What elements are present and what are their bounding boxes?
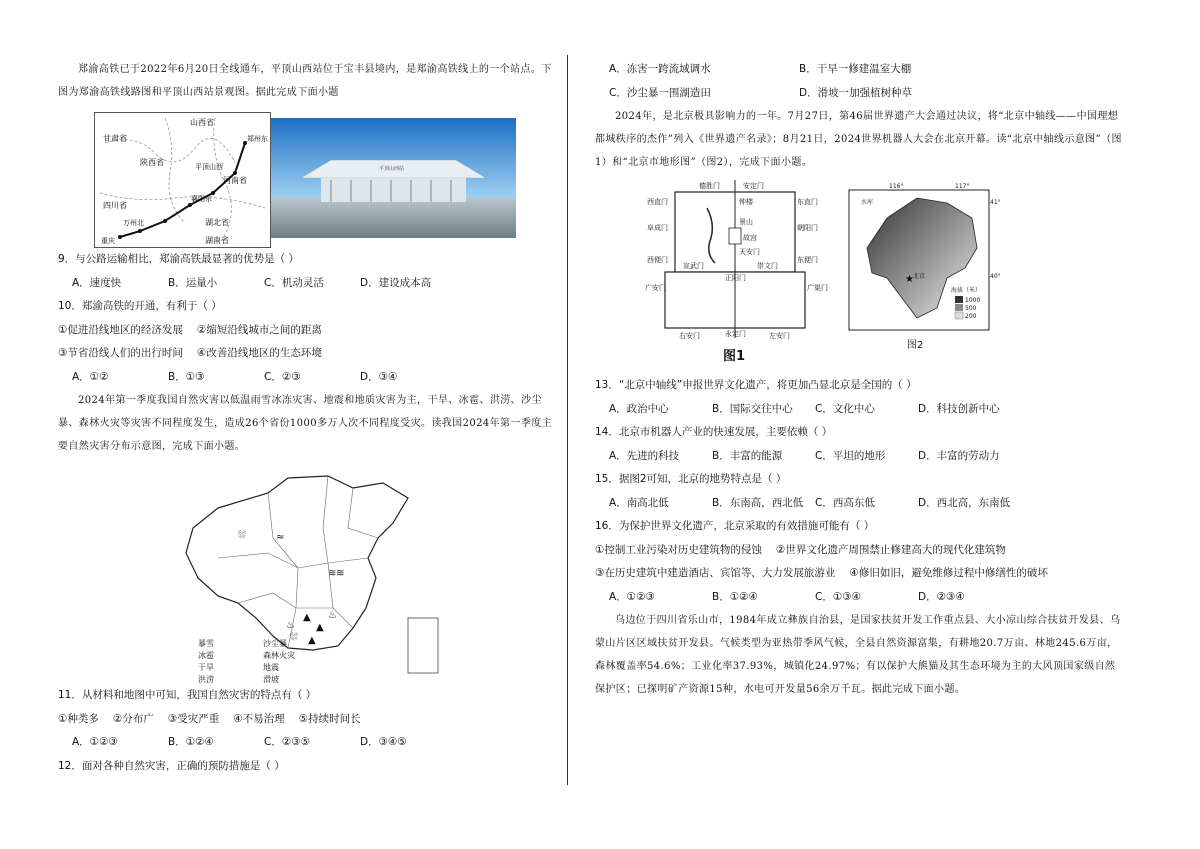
station-photo <box>271 118 516 238</box>
q10-stem: 10．郑渝高铁的开通，有利于（ ） <box>58 300 222 312</box>
q13-option-d[interactable]: D．科技创新中心 <box>918 402 1000 415</box>
gate-xuanwumen: 宣武门 <box>683 262 704 270</box>
q16-options <box>595 586 1125 610</box>
q16-statements-2 <box>595 562 1125 586</box>
lat-41: 41° <box>990 199 1001 206</box>
fig1-caption: 图1 <box>723 349 746 364</box>
reservoir-label: 水库 <box>861 199 874 206</box>
gate-zhengyangmen: 正阳门 <box>725 274 746 282</box>
elevation-legend-title: 海拔（米） <box>951 287 982 294</box>
q10-option-a[interactable]: A．①② <box>72 370 109 383</box>
svg-text:≈: ≈ <box>276 532 285 543</box>
map-label-chongqing: 重庆 <box>101 237 115 245</box>
svg-text:♨: ♨ <box>286 620 295 631</box>
q9-option-b[interactable]: B．运量小 <box>168 276 218 289</box>
gate-fuchengmen: 阜成门 <box>647 224 668 232</box>
q14-option-d[interactable]: D．丰富的劳动力 <box>918 449 1000 462</box>
q12-option-d[interactable]: D．滑坡一加强植树种草 <box>799 86 913 99</box>
q10-options <box>58 366 558 390</box>
q12-option-b[interactable]: B．干旱一修建温室大棚 <box>799 63 912 75</box>
intro-disasters: 2024年第一季度我国自然灾害以低温雨雪冰冻灾害、地震和地质灾害为主，干旱、冰雹、洪涝、沙尘暴、森林火灾等灾害不同程度发生，造成26个省份1000多万人次不同程度受灾。读我国2024年第一季度主要自然灾害分布示意图，完成下面小题。 <box>58 395 553 452</box>
legend-blizzard: 暴雪 <box>198 639 214 648</box>
q10-option-d[interactable]: D．③④ <box>360 370 398 383</box>
q16-option-b[interactable]: B．①②④ <box>712 590 758 603</box>
gate-chaoyangmen: 朝阳门 <box>797 224 818 232</box>
q10-statement-3: ③节省沿线人们的出行时间 <box>58 347 183 359</box>
q15-option-b[interactable]: B．东南高，西北低 <box>712 496 804 509</box>
q11-statement-4: ④不易治理 <box>233 712 285 725</box>
site-jingshan: 景山 <box>739 218 753 226</box>
q9-option-c[interactable]: C．机动灵活 <box>264 276 324 289</box>
lat-40: 40° <box>990 273 1001 280</box>
beijing-figures <box>595 178 1125 374</box>
q13-option-c[interactable]: C．文化中心 <box>815 402 875 415</box>
q11-statement-3: ③受灾严重 <box>167 712 220 725</box>
q11-option-d[interactable]: D．③④⑤ <box>360 736 407 748</box>
map-label-gansu: 甘肃省 <box>103 134 127 143</box>
q9-stem: 9．与公路运输相比，郑渝高铁最显著的优势是（ ） <box>58 253 300 265</box>
q10-statement-4: ④改善沿线地区的生态环境 <box>196 347 322 359</box>
q11-option-b[interactable]: B．①②④ <box>168 736 214 748</box>
q10-statement-2: ②缩短沿线城市之间的距离 <box>196 323 322 336</box>
q11-option-c[interactable]: C．②③⑤ <box>264 736 311 748</box>
q15-option-d[interactable]: D．西北高，东南低 <box>918 496 1011 509</box>
site-tiananmen: 天安门 <box>739 248 760 256</box>
q11-option-a[interactable]: A．①②③ <box>72 736 118 748</box>
q10-statement-1: ①促进沿线地区的经济发展 <box>58 323 183 336</box>
q14-option-c[interactable]: C．平坦的地形 <box>815 449 886 462</box>
q14-options <box>595 445 1125 469</box>
legend-drought: 干旱 <box>198 663 214 672</box>
city-beijing: 北京 <box>913 273 926 280</box>
elevation-1000: 1000 <box>965 297 981 304</box>
q11-statement-1: ①种类多 <box>58 712 99 725</box>
q13-option-a[interactable]: A．政治中心 <box>609 402 669 415</box>
legend-hail: 冰雹 <box>198 651 214 660</box>
intro-beijing: 2024年，是北京极具影响力的一年。7月27日，第46届世界遗产大会通过决议，将“北京中轴线——中国理想都城秩序的杰作”列入《世界遗产名录》；8月21日，2024世界机器人大会在北京开幕。读“北京中轴线示意图”（图1）和“北京市地形图”（图2），完成下面小题。 <box>595 111 1122 168</box>
svg-text:♨: ♨ <box>328 610 337 621</box>
site-gugong: 故宫 <box>743 234 757 242</box>
svg-text:≋: ≋ <box>336 568 345 579</box>
elevation-200: 200 <box>965 313 977 320</box>
q10-option-b[interactable]: B．①③ <box>168 370 205 383</box>
q11-statement-2: ②分布广 <box>112 712 154 725</box>
lon-116: 116° <box>889 183 904 190</box>
q16-statement-3: ③在历史建筑中建造酒店、宾馆等，大力发展旅游业 <box>595 567 836 579</box>
map-label-hubei: 湖北省 <box>205 218 229 227</box>
svg-text:▲: ▲ <box>303 612 311 623</box>
gate-xizhimen: 西直门 <box>647 198 668 206</box>
fig2-caption: 图2 <box>907 340 924 351</box>
svg-text:⛆: ⛆ <box>290 632 298 643</box>
q11-statement-5: ⑤持续时间长 <box>298 712 361 725</box>
q15-option-c[interactable]: C．西高东低 <box>815 496 875 509</box>
q16-statement-4: ④修旧如旧，避免维修过程中修缮性的破坏 <box>849 567 1048 579</box>
svg-text:≋: ≋ <box>328 568 337 579</box>
q12-option-c[interactable]: C．沙尘暴一围湖造田 <box>609 86 711 99</box>
gate-dongzhimen: 东直门 <box>797 198 818 206</box>
q15-stem: 15．据图2可知，北京的地势特点是（ ） <box>595 473 787 485</box>
map-label-xiangyang: 襄阳东 <box>191 195 212 203</box>
q16-statement-1: ①控制工业污染对历史建筑物的侵蚀 <box>595 543 762 556</box>
gate-dongbianmen: 东便门 <box>797 256 818 264</box>
map-label-wanzhou: 万州北 <box>123 219 144 227</box>
intro-zhengyu-railway: 郑渝高铁已于2022年6月20日全线通车，平顶山西站位于宝丰县境内，是郑渝高铁线上的一个站点。下图为郑渝高铁线路图和平顶山西站景观图。据此完成下面小题 <box>58 64 552 98</box>
q13-option-b[interactable]: B．国际交往中心 <box>712 402 793 415</box>
q12-stem: 12．面对各种自然灾害，正确的预防措施是（ ） <box>58 759 285 772</box>
q11-stem: 11．从材料和地图中可知，我国自然灾害的特点有（ ） <box>58 689 317 701</box>
q14-option-b[interactable]: B．丰富的能源 <box>712 449 783 462</box>
map-label-zhengzhou: 郑州东 <box>247 135 268 143</box>
q11-options <box>58 731 558 755</box>
site-zhonglou: 钟楼 <box>739 198 753 206</box>
q15-options <box>595 492 1125 516</box>
gate-xibianmen: 西便门 <box>647 256 668 264</box>
map-label-sichuan: 四川省 <box>103 201 127 210</box>
gate-youanmen: 右安门 <box>679 332 700 340</box>
gate-chongwenmen: 崇文门 <box>757 262 778 270</box>
left-column <box>58 58 558 778</box>
china-disaster-map <box>178 468 448 686</box>
legend-forest-fire: 森林火灾 <box>263 651 295 660</box>
q12-option-a[interactable]: A．冻害一跨流域调水 <box>609 63 711 75</box>
q10-statements-2 <box>58 342 558 366</box>
svg-text:★: ★ <box>905 274 914 285</box>
central-axis-map <box>645 178 828 368</box>
q14-option-a[interactable]: A．先进的科技 <box>609 449 680 462</box>
q12-options-row2 <box>595 82 1125 106</box>
q9-options <box>58 272 558 296</box>
railway-figures <box>94 110 558 248</box>
column-divider <box>567 55 568 785</box>
gate-deshengmen: 德胜门 <box>699 182 720 190</box>
svg-text:⛆: ⛆ <box>238 530 246 541</box>
q10-statements-1 <box>58 319 558 343</box>
lon-117: 117° <box>955 183 970 190</box>
q10-option-c[interactable]: C．②③ <box>264 370 301 383</box>
disaster-map-figure <box>58 462 558 684</box>
q16-option-a[interactable]: A．①②③ <box>609 590 655 603</box>
q11-statements <box>58 708 558 732</box>
map-label-henan: 河南省 <box>223 176 247 185</box>
q16-option-c[interactable]: C．①③④ <box>815 590 862 603</box>
legend-landslide: 滑坡 <box>263 675 279 684</box>
legend-sandstorm: 沙尘暴 <box>263 639 287 648</box>
q16-statement-2: ②世界文化遗产周围禁止修建高大的现代化建筑物 <box>775 543 1006 556</box>
map-label-shaanxi: 陕西省 <box>140 158 164 167</box>
station-sign: 平顶山西站 <box>379 166 405 172</box>
q13-stem: 13．“北京中轴线”申报世界文化遗产，将更加凸显北京是全国的（ ） <box>595 379 917 391</box>
legend-flood: 洪涝 <box>198 675 214 684</box>
gate-zuoanmen: 左安门 <box>769 332 790 340</box>
q9-option-a[interactable]: A．速度快 <box>72 276 122 289</box>
intro-ebian: 乌边位于四川省乐山市，1984年成立彝族自治县，是国家扶贫开发工作重点县、大小凉山综合扶贫开发县、乌蒙山片区区域扶贫开发县。气候类型为亚热带季风气候，全县自然资源富集，有耕地20.7万亩、林地245.6万亩，森林覆盖率54.6%；工业化率37.93%，城镇化24.97%；有以保护大熊猫及其生态环境为主的大风顶国家级自然保护区；已探明矿产资源15种，水电可开发量56余万千瓦。据此完成下面小题。 <box>595 615 1121 695</box>
legend-earthquake: 地震 <box>263 663 279 672</box>
railway-route-map <box>94 112 271 248</box>
right-column <box>595 58 1125 701</box>
gate-yongdingmen: 永定门 <box>725 330 746 338</box>
map-label-pingdingshan: 平顶山西 <box>195 163 223 171</box>
gate-andingmen: 安定门 <box>743 182 764 190</box>
svg-text:▲: ▲ <box>308 635 316 646</box>
beijing-terrain-map <box>847 178 1001 368</box>
map-label-shanxi: 山西省 <box>190 118 214 127</box>
svg-text:▲: ▲ <box>316 622 324 633</box>
gate-guangqumen: 广渠门 <box>807 284 828 292</box>
q16-stem: 16．为保护世界文化遗产，北京采取的有效措施可能有（ ） <box>595 520 875 532</box>
q16-statements-1 <box>595 539 1125 563</box>
map-label-hunan: 湖南省 <box>205 236 229 245</box>
gate-guanganmen: 广安门 <box>645 284 666 292</box>
q12-options-row1 <box>595 58 1125 82</box>
q16-option-d[interactable]: D．②③④ <box>918 590 965 603</box>
q9-option-d[interactable]: D．建设成本高 <box>360 276 432 289</box>
q15-option-a[interactable]: A．南高北低 <box>609 496 669 509</box>
q13-options <box>595 398 1125 422</box>
q14-stem: 14．北京市机器人产业的快速发展，主要依赖（ ） <box>595 426 833 438</box>
elevation-500: 500 <box>965 305 977 312</box>
